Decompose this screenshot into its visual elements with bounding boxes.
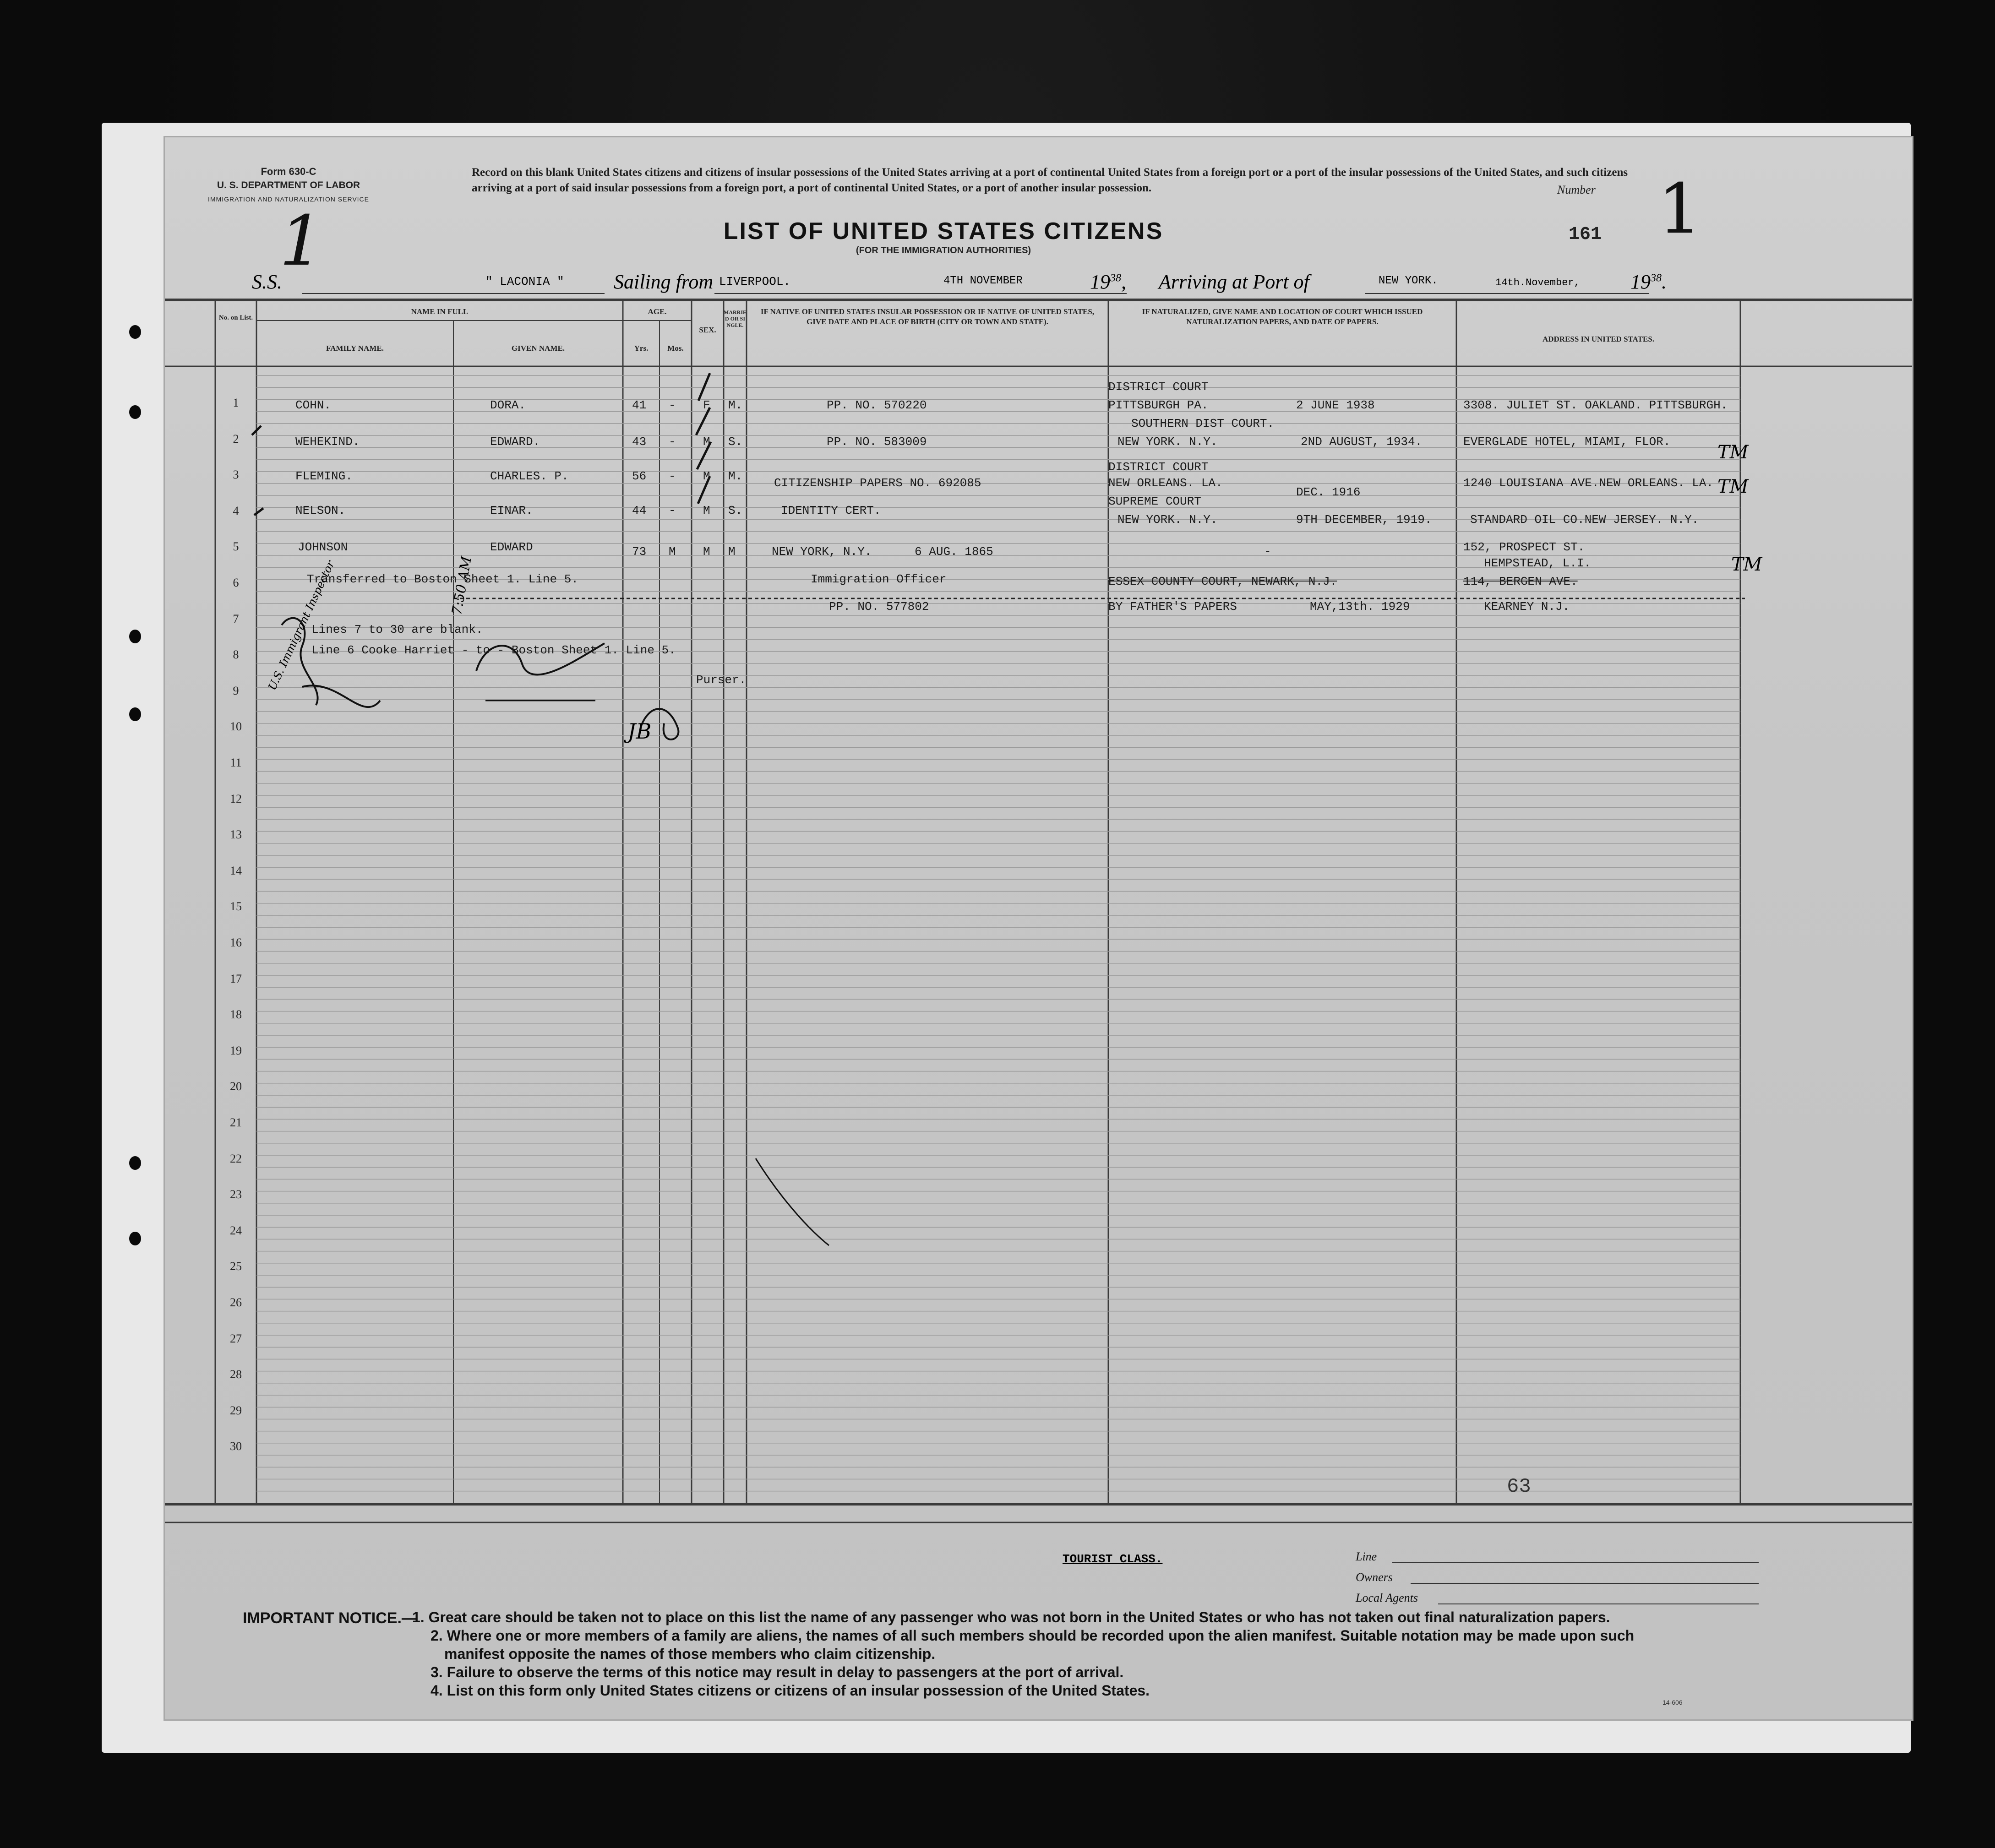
sex: M (703, 469, 710, 483)
serial-number: 161 (1569, 224, 1602, 245)
line-label: Line (1356, 1550, 1377, 1563)
row-number: 2 (233, 432, 239, 446)
notice-item: manifest opposite the names of those members who claim citizenship. (444, 1646, 936, 1662)
family-name: JOHNSON (298, 540, 348, 554)
age-years: 41 (632, 398, 647, 412)
marital-status: M. (728, 469, 743, 483)
header-married-single: MARRIED OR SINGLE. (724, 309, 747, 328)
local-agents-underline (1438, 1603, 1759, 1604)
owners-label: Owners (1356, 1571, 1393, 1584)
court-name: DISTRICT COURT (1108, 380, 1209, 394)
row-number: 8 (233, 648, 239, 662)
row-number: 28 (230, 1368, 242, 1381)
row-number: 6 (233, 576, 239, 589)
year-prefix: 19 (1630, 271, 1651, 293)
initials-tm: TM (1717, 476, 1749, 497)
form-number: Form 630-C (261, 166, 316, 177)
address-line2: HEMPSTEAD, L.I. (1484, 556, 1592, 570)
age-months: - (669, 435, 676, 449)
court-name: SUPREME COURT (1108, 495, 1201, 508)
native-info: PP. NO. 577802 (829, 600, 929, 614)
court-name: ESSEX COUNTY COURT, NEWARK, N.J. (1108, 575, 1337, 588)
number-label: Number (1557, 183, 1596, 196)
row-number: 27 (230, 1332, 242, 1345)
court-name: SOUTHERN DIST COURT. (1131, 417, 1275, 430)
local-agents-label: Local Agents (1356, 1591, 1418, 1604)
row-number: 24 (230, 1223, 242, 1237)
row-number: 7 (233, 612, 239, 625)
service: IMMIGRATION AND NATURALIZATION SERVICE (208, 196, 369, 203)
age-years: 44 (632, 504, 647, 517)
marital-status: S. (728, 435, 743, 449)
age-months: - (669, 398, 676, 412)
year-prefix: 19 (1090, 271, 1110, 293)
address-line1: 3308. JULIET ST. OAKLAND. PITTSBURGH. (1463, 398, 1728, 412)
notice-item: 4. List on this form only United States citizens or citizens of an insular possession of the United States. (431, 1682, 1150, 1699)
row-number: 9 (233, 684, 239, 697)
court-location: NEW YORK. N.Y. (1117, 435, 1218, 449)
age-years: 43 (632, 435, 647, 449)
time-stamp: 7:50 AM (449, 555, 475, 617)
number-value: 1 (1658, 169, 1702, 249)
punch-hole (129, 707, 141, 721)
line-underline (1392, 1562, 1759, 1563)
address-line1: 152, PROSPECT ST. (1463, 540, 1585, 554)
owners-underline (1411, 1583, 1759, 1584)
initials-jb: JB (627, 719, 652, 744)
sex: M (703, 435, 710, 449)
court-date: DEC. 1916 (1296, 485, 1361, 499)
arrival-date: 14th.November, (1495, 277, 1580, 288)
header-age: AGE. (648, 307, 667, 316)
age-years: 73 (632, 545, 647, 559)
immigration-officer-label: Immigration Officer (811, 572, 947, 586)
sex: F (703, 398, 710, 412)
row-number: 10 (230, 720, 242, 734)
row-number: 14 (230, 864, 242, 877)
citizen-list-form (165, 137, 1912, 1719)
header-address: ADDRESS IN UNITED STATES. (1542, 335, 1655, 343)
court-location: NEW YORK. N.Y. (1117, 513, 1218, 527)
row-number: 1 (233, 396, 239, 409)
row-number: 11 (230, 756, 242, 769)
row-number: 13 (230, 828, 242, 842)
family-name: WEHEKIND. (295, 435, 360, 449)
native-info: PP. NO. 570220 (827, 398, 927, 412)
ss-label: S.S. (252, 271, 282, 293)
arrival-year: $19^{38}$. (1630, 271, 1667, 293)
court-location: - (1264, 545, 1271, 559)
given-name: EDWARD (490, 540, 533, 554)
row-number: 26 (230, 1296, 242, 1309)
arriving-label: Arriving at Port of (1159, 271, 1309, 293)
purser-label: Purser. (696, 673, 747, 687)
header-given-name: GIVEN NAME. (511, 344, 565, 353)
sailing-year: $19^{38}$, (1090, 271, 1126, 293)
address-line1: 114, BERGEN AVE. (1463, 575, 1578, 588)
row-number: 18 (230, 1008, 242, 1022)
row-number: 29 (230, 1403, 242, 1417)
court-date: 9TH DECEMBER, 1919. (1296, 513, 1432, 527)
tourist-class: TOURIST CLASS. (1063, 1552, 1163, 1566)
court-date: MAY,13th. 1929 (1310, 600, 1410, 614)
court-location: NEW ORLEANS. LA. (1108, 476, 1223, 490)
row-number: 22 (230, 1152, 242, 1165)
initials-tm: TM (1731, 554, 1762, 575)
age-years: 56 (632, 469, 647, 483)
native-info: PP. NO. 583009 (827, 435, 927, 449)
ship-name: " LACONIA " (485, 275, 564, 288)
line6-note: Line 6 Cooke Harriet - to - Boston Sheet 1. Line 5. (311, 643, 676, 657)
row-number: 21 (230, 1116, 242, 1129)
address-line1: STANDARD OIL CO.NEW JERSEY. N.Y. (1470, 513, 1699, 527)
form-code: 14-606 (1662, 1699, 1683, 1706)
sex: M (703, 504, 710, 517)
row-number: 30 (230, 1440, 242, 1453)
given-name: EDWARD. (490, 435, 540, 449)
family-name: COHN. (295, 398, 332, 412)
address-line1: EVERGLADE HOTEL, MIAMI, FLOR. (1463, 435, 1671, 449)
year-suffix: 38 (1110, 272, 1121, 284)
marital-status: M (728, 545, 736, 559)
family-name: NELSON. (295, 504, 346, 517)
sex: M (703, 545, 710, 559)
notice-item: 2. Where one or more members of a family are aliens, the names of all such members should be recorded upon the alien manifest. Suitable notation may be made upon such (431, 1627, 1635, 1644)
punch-hole (129, 630, 141, 643)
sailing-from: LIVERPOOL. (719, 275, 791, 288)
header-mos: Mos. (667, 344, 684, 353)
row-number: 23 (230, 1188, 242, 1201)
age-months: - (669, 504, 676, 517)
sailing-date: 4TH NOVEMBER (943, 275, 1023, 287)
header-name-in-full: NAME IN FULL (411, 307, 469, 316)
punch-hole (129, 325, 141, 339)
given-name: EINAR. (490, 504, 533, 517)
header-family-name: FAMILY NAME. (326, 344, 384, 353)
given-name: DORA. (490, 398, 526, 412)
header-no-on-list: No. on List. (218, 314, 253, 321)
page-title: LIST OF UNITED STATES CITIZENS (723, 218, 1164, 245)
year-suffix: 38 (1651, 272, 1662, 284)
page-subtitle: (FOR THE IMMIGRATION AUTHORITIES) (856, 245, 1031, 255)
punch-hole (129, 405, 141, 419)
transfer-note: Transferred to Boston Sheet 1. Line 5. (307, 572, 578, 586)
marital-status: M. (728, 398, 743, 412)
address-line1: 1240 LOUISIANA AVE.NEW ORLEANS. LA. (1463, 476, 1714, 490)
table-grid (165, 137, 1912, 1719)
court-date: 2ND AUGUST, 1934. (1301, 435, 1423, 449)
row-number: 4 (233, 504, 239, 517)
row-number: 17 (230, 972, 242, 985)
row-number: 5 (233, 540, 239, 554)
header-naturalized: IF NATURALIZED, GIVE NAME AND LOCATION OF COURT WHICH ISSUED NATURALIZATION PAPERS, AND DATE OF PAPERS. (1142, 307, 1423, 326)
age-months: - (669, 469, 676, 483)
family-name: FLEMING. (295, 469, 353, 483)
row-number: 19 (230, 1044, 242, 1057)
punch-hole (129, 1232, 141, 1245)
row-number: 3 (233, 468, 239, 482)
court-date: 2 JUNE 1938 (1296, 398, 1375, 412)
arrival-port: NEW YORK. (1379, 275, 1438, 287)
row-number: 12 (230, 792, 242, 805)
given-name: CHARLES. P. (490, 469, 569, 483)
row-number: 16 (230, 936, 242, 949)
native-info: NEW YORK, N.Y. 6 AUG. 1865 (772, 545, 993, 559)
court-location: PITTSBURGH PA. (1108, 398, 1209, 412)
native-info: IDENTITY CERT. (781, 504, 881, 517)
court-name: DISTRICT COURT (1108, 460, 1209, 474)
punch-hole (129, 1156, 141, 1170)
header-yrs: Yrs. (634, 344, 649, 353)
sailing-from-label: Sailing from (614, 271, 714, 293)
age-months: M (669, 545, 676, 559)
notice-item: 3. Failure to observe the terms of this notice may result in delay to passengers at the port of arrival. (431, 1664, 1124, 1680)
blank-lines-note: Lines 7 to 30 are blank. (311, 623, 483, 636)
inspector-note: U.S. Immigrant Inspector (266, 559, 337, 692)
native-info: CITIZENSHIP PAPERS NO. 692085 (774, 476, 981, 490)
row-number: 25 (230, 1260, 242, 1273)
notice-item: 1. Great care should be taken not to place on this list the name of any passenger who was not born in the United States or who has not taken out final naturalization papers. (412, 1609, 1610, 1625)
department: U. S. DEPARTMENT OF LABOR (217, 180, 360, 190)
row-number: 20 (230, 1080, 242, 1093)
record-instructions: Record on this blank United States citizens and citizens of insular possessions of the United States arriving at a port of continental United States from a foreign port or a port of the insular possessions of the United States, and such citizens arriving at a port of said insular possessions from a foreign port, a port of continental United States, or a port of another insular possession. (472, 166, 1628, 194)
row-number: 15 (230, 900, 242, 913)
header-native-birth: IF NATIVE OF UNITED STATES INSULAR POSSESSION OR IF NATIVE OF UNITED STATES, GIVE DATE AND PLACE OF BIRTH (CITY OR TOWN AND STATE). (760, 307, 1095, 326)
initials-tm: TM (1717, 442, 1749, 463)
header-sex: SEX. (699, 326, 716, 334)
marital-status: S. (728, 504, 743, 517)
court-location: BY FATHER'S PAPERS (1108, 600, 1237, 614)
handwritten-mark: 1 (279, 201, 323, 281)
page-stamp: 63 (1507, 1475, 1531, 1498)
address-line2: KEARNEY N.J. (1484, 600, 1570, 614)
notice-title: IMPORTANT NOTICE.— (243, 1609, 417, 1627)
